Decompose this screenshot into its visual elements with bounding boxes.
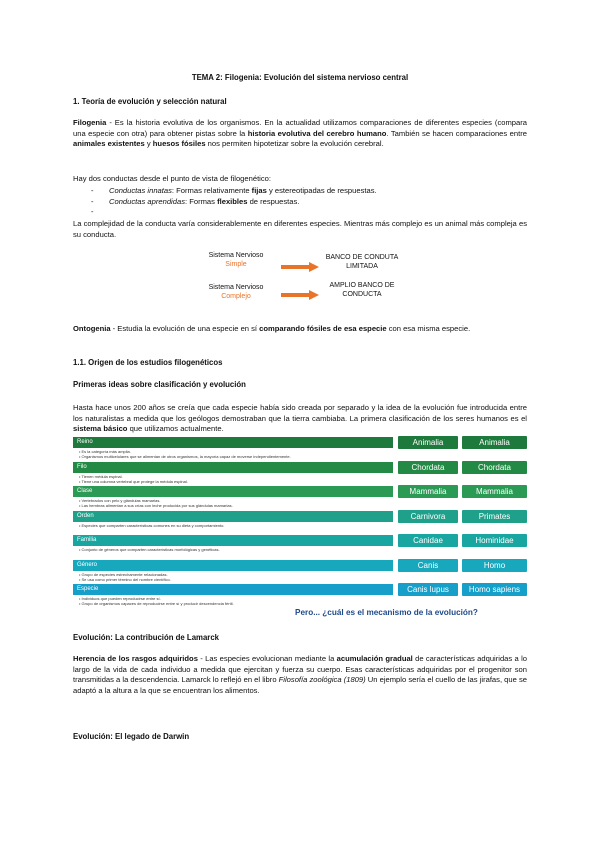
clasificacion-bold: sistema básico — [73, 424, 128, 434]
filogenia-bold: animales existentes — [73, 139, 145, 149]
rank-description: • Grupo de especies estrechamente relacionadas. — [79, 571, 168, 577]
list-item — [73, 186, 377, 197]
section-heading-1-1: 1.1. Origen de los estudios filogenéticos — [73, 358, 223, 367]
rank-label: Orden — [73, 511, 393, 522]
taxon-human: Homo sapiens — [462, 583, 527, 596]
clasificacion-paragraph — [73, 403, 527, 435]
filogenia-text: nos permiten hipotetizar sobre la evolución cerebral. — [205, 139, 384, 149]
rank-description: • Organismos multicelulares que se alimentan de otros organismos, la mayoría capaz de moverse independientemente. — [79, 454, 291, 460]
taxon-dog: Mammalia — [398, 485, 458, 498]
ontogenia-text: con esa misma especie. — [386, 324, 471, 333]
lamarck-paragraph — [73, 654, 527, 696]
taxon-human: Homo — [462, 559, 527, 572]
filogenia-paragraph — [73, 118, 527, 150]
innatas-text: y estereotipadas de respuestas. — [266, 186, 377, 195]
darwin-heading: Evolución: El legado de Darwin — [73, 732, 190, 741]
taxon-dog: Canis lupus — [398, 583, 458, 596]
filogenia-text: - Es la historia evolutiva de los organismos. En la actualidad utilizamos comparaciones de diferentes especies (compara una especie con otra) para obtener pistas sobre la — [73, 118, 527, 138]
rank-description: • Tienen médula espinal. — [79, 473, 123, 479]
diagram-complex-label — [197, 284, 275, 301]
taxonomy-figure — [73, 437, 527, 619]
lamarck-bold: acumulación gradual — [336, 654, 413, 663]
innatas-text: : Formas relativamente — [171, 186, 252, 195]
lamarck-text: - Las especies evolucionan mediante la — [197, 654, 337, 663]
innatas-bold: fijas — [251, 186, 267, 195]
rank-label: Especie — [73, 584, 393, 595]
rank-label: Filo — [73, 462, 393, 473]
lamarck-term: Herencia de los rasgos adquiridos — [73, 654, 198, 663]
aprendidas-text: : Formas — [185, 196, 218, 206]
rank-description: • Es la categoría más amplia. — [79, 449, 131, 454]
rank-description: • Especies que comparten características comunes en su dieta y comportamiento. — [79, 522, 225, 528]
rank-label: Clase — [73, 486, 393, 497]
section-heading-1: 1. Teoría de evolución y selección natural — [73, 97, 227, 106]
rank-description: • Tiene una columna vertebral que protege la médula espinal. — [79, 478, 188, 484]
ontogenia-term: Ontogenia — [73, 324, 111, 333]
taxon-human: Chordata — [462, 461, 527, 474]
taxon-dog: Canis — [398, 559, 458, 572]
conductas-intro: Hay dos conductas desde el punto de vista de filogenético: — [73, 174, 271, 183]
rank-description: • Las hembras alimentan a sus crías con leche producida por sus glándulas mamarias. — [79, 503, 233, 509]
complejidad-paragraph: La complejidad de la conducta varía considerablemente en diferentes especies. Mientras más complejo es un animal más compleja es su conducta. — [73, 219, 527, 239]
figure-caption: Pero... ¿cuál es el mecanismo de la evolución? — [295, 608, 478, 617]
innatas-label: Conductas innatas — [109, 186, 172, 195]
conductas-list — [73, 186, 377, 218]
rank-description: • Conjunto de géneros que comparten características morfológicas y genéticas. — [79, 547, 220, 552]
diagram-ample-label: AMPLIO BANCO DE CONDUCTA — [329, 282, 395, 298]
rank-description: • Individuos que pueden reproducirse entre sí. — [79, 596, 161, 601]
clasificacion-text: que utilizamos actualmente. — [127, 424, 224, 434]
list-item — [73, 197, 377, 208]
page-title: TEMA 2: Filogenia: Evolución del sistema nervioso central — [191, 73, 409, 82]
ontogenia-paragraph — [73, 324, 527, 335]
rank-label: Familia — [73, 535, 393, 546]
filogenia-text: y — [144, 139, 153, 149]
taxon-dog: Chordata — [398, 461, 458, 474]
aprendidas-label: Conductas aprendidas — [109, 196, 185, 206]
taxon-human: Animalia — [462, 436, 527, 449]
taxon-dog: Carnivora — [398, 510, 458, 523]
rank-description: • Se usa como primer término del nombre científico. — [79, 576, 171, 582]
taxon-human: Mammalia — [462, 485, 527, 498]
diagram-label: Sistema Nervioso — [208, 284, 264, 291]
filogenia-bold: huesos fósiles — [152, 139, 206, 149]
ontogenia-bold: comparando fósiles de esa especie — [259, 324, 387, 333]
filogenia-bold: historia evolutiva del cerebro humano — [247, 128, 387, 138]
lamarck-heading: Evolución: La contribución de Lamarck — [73, 633, 220, 642]
lamarck-text: de características adquiridas a lo largo de la vida de cada individuo a medida que ejercitan y fuerza su cuerpo. Esas características adquiridas por el progenitor son transmitidas a la descendencia. Lamarck lo reflejó en el libro — [73, 654, 527, 685]
subsection-heading: Primeras ideas sobre clasificación y evolución — [73, 380, 246, 389]
list-item-empty — [73, 207, 377, 218]
rank-description: • Vertebrados con pelo y glándulas mamarias. — [79, 498, 161, 503]
rank-label: Reino — [73, 437, 393, 448]
rank-description: • Grupo de organismos capaces de reproducirse entre sí y producir descendencia fértil. — [79, 601, 234, 607]
diagram-limited-label: BANCO DE CONDUTA LIMITADA — [325, 254, 399, 270]
aprendidas-bold: flexibles — [217, 196, 248, 206]
taxon-human: Primates — [462, 510, 527, 523]
diagram-simple-label — [197, 252, 275, 269]
filogenia-text: . También se hacen comparaciones entre — [386, 128, 527, 138]
taxon-dog: Animalia — [398, 436, 458, 449]
diagram-sublabel: Complejo — [221, 292, 251, 300]
rank-label: Género — [73, 560, 393, 571]
ontogenia-text: - Estudia la evolución de una especie en sí — [110, 324, 260, 333]
lamarck-book: Filosofía zoológica (1809) — [278, 675, 366, 685]
diagram-label: Sistema Nervioso — [208, 252, 264, 259]
lamarck-text: Un ejemplo sería el cuello de las jirafas, que se adaptó a la altura a la que se encuentran los alimentos. — [73, 675, 527, 695]
taxon-human: Hominidae — [462, 534, 527, 547]
diagram-sublabel: Simple — [225, 260, 247, 268]
taxon-dog: Canidae — [398, 534, 458, 547]
clasificacion-text: Hasta hace unos 200 años se creía que cada especie había sido creada por separado y la idea de la evolución fue introducida entre los naturalistas a medida que los geólogos demostraban que la tierra cambiaba. La primera clasificación de los seres humanos es el — [73, 403, 527, 423]
filogenia-term: Filogenia — [73, 118, 107, 127]
aprendidas-text: de respuestas. — [247, 196, 300, 206]
